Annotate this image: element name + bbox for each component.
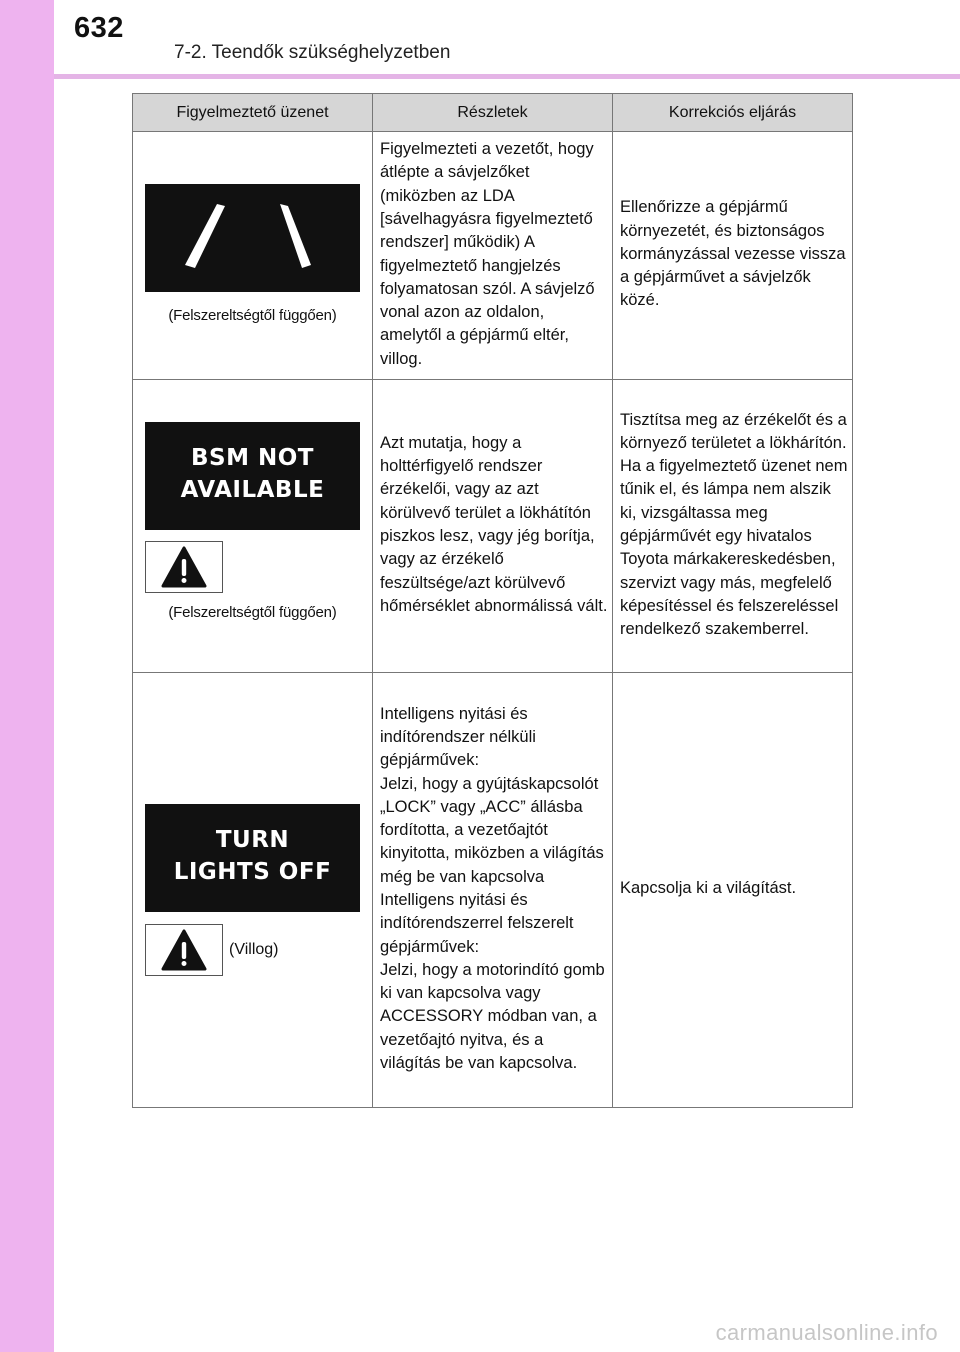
screen-line: TURN	[215, 827, 290, 853]
lane-departure-icon	[145, 184, 360, 292]
column-header-details: Részletek	[373, 94, 613, 132]
screen-line: BSM NOT	[191, 445, 314, 471]
table-row	[133, 132, 853, 380]
table-header-row	[133, 94, 853, 132]
table-row	[133, 380, 853, 673]
page-header	[66, 0, 960, 80]
message-cell	[133, 132, 373, 380]
turn-lights-off-display	[145, 804, 360, 912]
message-cell	[133, 380, 373, 673]
page-number: 632	[74, 12, 124, 44]
details-line: Intelligens nyitási és indítórendszer nélküli gépjárművek:	[380, 704, 536, 770]
table-row	[133, 673, 853, 1108]
correction-cell: Ellenőrizze a gépjármű környezetét, és biztonságos kormányzással vezesse vissza a gépjárművet a sávjelzők közé.	[613, 132, 853, 380]
screen-line: AVAILABLE	[180, 477, 325, 503]
details-line: Jelzi, hogy a gyújtáskapcsolót „LOCK” vagy „ACC” állásba fordította, a vezetőajtót kinyitotta, miközben a világítás még be van kapcsolva	[380, 774, 604, 886]
message-cell	[133, 673, 373, 1108]
caution-box	[145, 924, 223, 976]
side-band	[0, 0, 54, 1352]
details-cell	[373, 673, 613, 1108]
column-header-correction: Korrekciós eljárás	[613, 94, 853, 132]
header-rule	[54, 74, 960, 79]
message-caption: (Felszereltségtől függően)	[168, 307, 337, 324]
caution-triangle-icon	[146, 925, 222, 975]
caution-triangle-icon	[146, 542, 222, 592]
bsm-display	[145, 422, 360, 530]
watermark: carmanualsonline.info	[715, 1320, 938, 1345]
section-title: 7-2. Teendők szükséghelyzetben	[174, 42, 451, 63]
message-caption: (Felszereltségtől függően)	[168, 604, 337, 621]
screen-line: LIGHTS OFF	[173, 859, 332, 885]
lane-departure-display	[145, 184, 360, 292]
details-cell: Figyelmezteti a vezetőt, hogy átlépte a sávjelzőket (miközben az LDA [sávelhagyásra figyelmeztető rendszer] működik) A figyelmeztető hangjelzés folyamatosan szól. A sávjelző vonal azon az oldalon, amelytől a gépjármű eltér, villog.	[373, 132, 613, 380]
correction-cell: Kapcsolja ki a világítást.	[613, 673, 853, 1108]
details-line: Jelzi, hogy a motorindító gomb ki van kapcsolva vagy ACCESSORY módban van, a vezetőajtó nyitva, és a világítás be van kapcsolva.	[380, 960, 605, 1073]
correction-cell: Tisztítsa meg az érzékelőt és a környező területet a lökhárítón. Ha a figyelmeztető üzenet nem tűnik el, és lámpa nem alszik ki, vizsgáltassa meg gépjárművét egy hivatalos Toyota márkakereskedésben, szervizt vagy más, megfelelő képesítéssel és felszereléssel rendelkező szakemberrel.	[613, 380, 853, 673]
message-caption: (Villog)	[229, 941, 279, 958]
caution-box	[145, 541, 223, 593]
warning-table	[132, 93, 853, 1108]
column-header-message: Figyelmeztető üzenet	[133, 94, 373, 132]
details-cell: Azt mutatja, hogy a holttérfigyelő rendszer érzékelői, vagy az azt körülvevő terület a lökhátítón piszkos lesz, vagy jég borítja, vagy az érzékelő feszültsége/azt körülvevő hőmérséklet abnormálissá vált.	[373, 380, 613, 673]
details-line: Intelligens nyitási és indítórendszerrel felszerelt gépjárművek:	[380, 891, 574, 956]
